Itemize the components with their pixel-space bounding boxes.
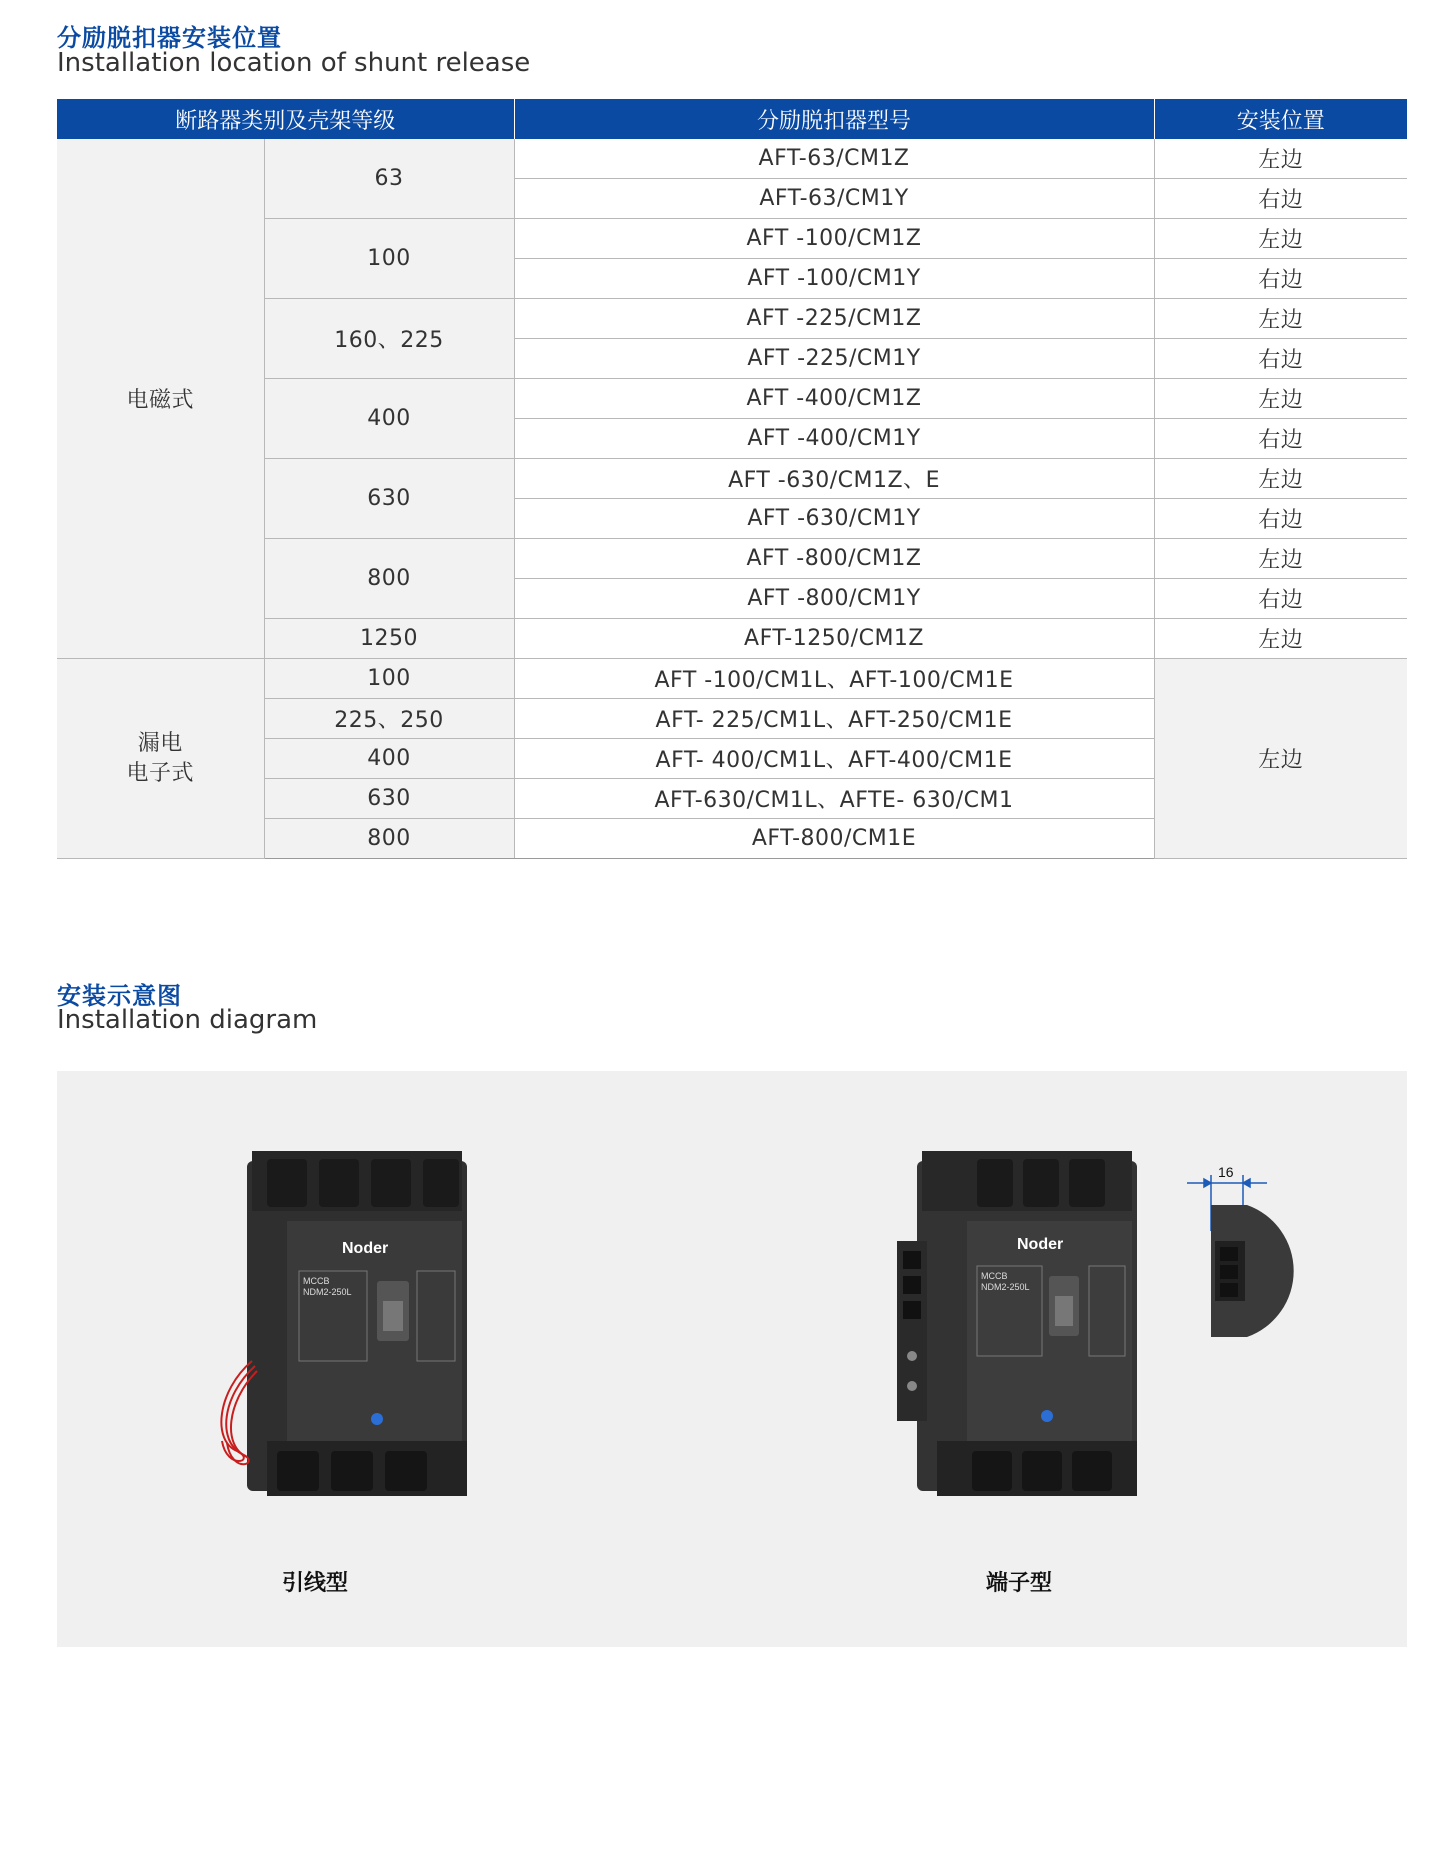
position-cell: 左边 <box>1154 619 1407 659</box>
section2-title-cn: 安装示意图 <box>57 982 182 1010</box>
lead-wire-caption: 引线型 <box>281 1571 348 1596</box>
header-position: 安装位置 <box>1154 99 1407 139</box>
model-cell: AFT -800/CM1Y <box>514 579 1154 619</box>
position-cell: 右边 <box>1154 419 1407 459</box>
model-cell: AFT -100/CM1Y <box>514 259 1154 299</box>
frame-cell: 225、250 <box>264 699 514 739</box>
frame-cell: 400 <box>264 739 514 779</box>
model-cell: AFT -800/CM1Z <box>514 539 1154 579</box>
category-cell: 电磁式 <box>57 139 264 659</box>
table-row <box>57 139 1407 179</box>
brand-logo: Noder <box>342 1240 389 1257</box>
model-cell: AFT-630/CM1L、AFTE- 630/CM1 <box>514 779 1154 819</box>
shunt-release-table <box>57 99 1407 859</box>
terminal-detail-zoom <box>1187 1161 1317 1341</box>
model-cell: AFT -630/CM1Y <box>514 499 1154 539</box>
table-row <box>57 659 1407 699</box>
category-line2: 电子式 <box>126 760 194 786</box>
frame-cell: 800 <box>264 819 514 859</box>
model-cell: AFT -100/CM1L、AFT-100/CM1E <box>514 659 1154 699</box>
section1-title-cn: 分励脱扣器安装位置 <box>57 24 282 52</box>
frame-cell: 400 <box>264 379 514 459</box>
section1-title-en: Installation location of shunt release <box>57 48 531 78</box>
position-cell: 左边 <box>1154 539 1407 579</box>
position-cell: 右边 <box>1154 259 1407 299</box>
model-cell: AFT-1250/CM1Z <box>514 619 1154 659</box>
frame-cell: 100 <box>264 219 514 299</box>
position-cell: 右边 <box>1154 499 1407 539</box>
dimension-label: 16 <box>1218 1164 1234 1180</box>
mccb-label: MCCB <box>303 1276 330 1286</box>
frame-cell: 800 <box>264 539 514 619</box>
model-cell: AFT -225/CM1Y <box>514 339 1154 379</box>
model-cell: AFT -630/CM1Z、E <box>514 459 1154 499</box>
model-cell: AFT-63/CM1Y <box>514 179 1154 219</box>
model-cell: AFT -400/CM1Z <box>514 379 1154 419</box>
frame-cell: 63 <box>264 139 514 219</box>
position-cell: 左边 <box>1154 299 1407 339</box>
table-header-row <box>57 99 1407 139</box>
terminal-block-icon <box>897 1241 927 1421</box>
model-cell: AFT -100/CM1Z <box>514 219 1154 259</box>
frame-cell: 630 <box>264 779 514 819</box>
frame-cell: 1250 <box>264 619 514 659</box>
brand-logo: Noder <box>1017 1236 1064 1253</box>
model-cell: AFT -400/CM1Y <box>514 419 1154 459</box>
section2-title-en: Installation diagram <box>57 1005 318 1035</box>
position-cell: 左边 <box>1154 459 1407 499</box>
test-button <box>371 1413 383 1425</box>
model-cell: AFT-63/CM1Z <box>514 139 1154 179</box>
frame-cell: 630 <box>264 459 514 539</box>
lead-wire-breaker-image <box>207 1151 487 1511</box>
model-cell: AFT- 400/CM1L、AFT-400/CM1E <box>514 739 1154 779</box>
header-category: 断路器类别及壳架等级 <box>57 99 514 139</box>
mccb-label: MCCB <box>981 1271 1008 1281</box>
position-cell: 右边 <box>1154 339 1407 379</box>
model-label: NDM2-250L <box>981 1282 1030 1292</box>
breaker-body <box>917 1151 1137 1496</box>
test-button <box>1041 1410 1053 1422</box>
position-cell: 左边 <box>1154 659 1407 859</box>
position-cell: 左边 <box>1154 219 1407 259</box>
frame-cell: 100 <box>264 659 514 699</box>
frame-cell: 160、225 <box>264 299 514 379</box>
terminal-breaker-image <box>877 1151 1177 1511</box>
terminal-caption: 端子型 <box>985 1571 1052 1596</box>
model-label: NDM2-250L <box>303 1287 352 1297</box>
breaker-body <box>247 1151 467 1496</box>
category-cell <box>57 659 264 859</box>
position-cell: 右边 <box>1154 179 1407 219</box>
model-cell: AFT- 225/CM1L、AFT-250/CM1E <box>514 699 1154 739</box>
position-cell: 右边 <box>1154 579 1407 619</box>
model-cell: AFT -225/CM1Z <box>514 299 1154 339</box>
header-model: 分励脱扣器型号 <box>514 99 1154 139</box>
installation-diagram-panel <box>57 1071 1407 1647</box>
model-cell: AFT-800/CM1E <box>514 819 1154 859</box>
position-cell: 左边 <box>1154 379 1407 419</box>
category-line1: 漏电 <box>137 730 183 756</box>
position-cell: 左边 <box>1154 139 1407 179</box>
